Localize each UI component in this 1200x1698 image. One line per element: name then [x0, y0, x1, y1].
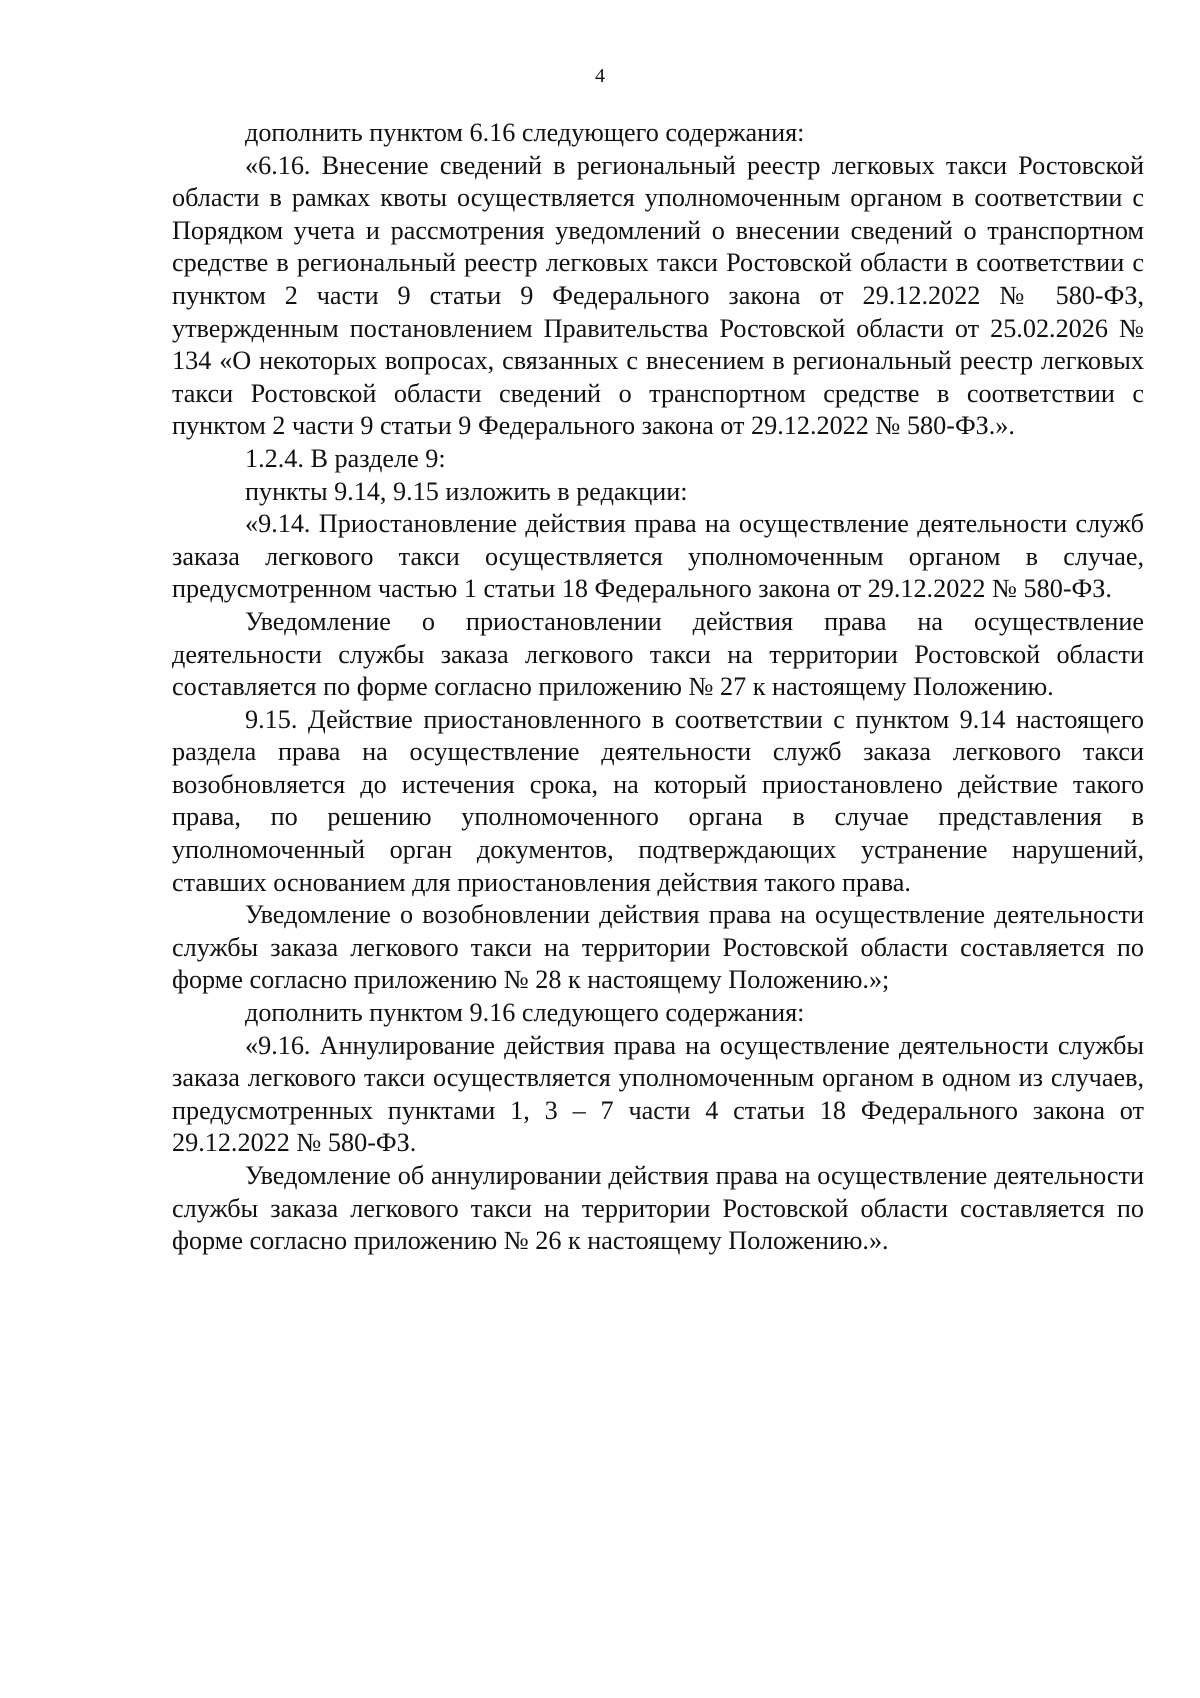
- paragraph-9-14-9-15-intro: пункты 9.14, 9.15 изложить в редакции:: [245, 476, 688, 506]
- paragraph-6-16: «6.16. Внесение сведений в региональный реестр легковых такси Ростовской области в рамках квоты осуществляется уполномоченным органом в соответствии с Порядком учета и рассмотрения уведомлений о внесении сведений о транспортном средстве в региональный реестр легковых такси Ростовской области в соответствии с пунктом 2 части 9 статьи 9 Федерального закона от 29.12.2022 № 580-ФЗ, утвержденным постановлением Правительства Ростовской области от 25.02.2026 № 134 «О некоторых вопросах, связанных с внесением в региональный реестр легковых такси Ростовской области сведений о транспортном средстве в соответствии с пунктом 2 части 9 статьи 9 Федерального закона от 29.12.2022 № 580-ФЗ.».: [172, 150, 1144, 441]
- paragraph-suspension-notice: Уведомление о приостановлении действия права на осуществление деятельности службы заказа легкового такси на территории Ростовской области составляется по форме согласно приложению № 27 к настоящему Положению.: [172, 606, 1144, 702]
- paragraph-9-15: 9.15. Действие приостановленного в соответствии с пунктом 9.14 настоящего раздела права на осуществление деятельности служб заказа легкового такси возобновляется до истечения срока, на который приостановлено действие такого права, по решению уполномоченного органа в случае представления в уполномоченный орган документов, подтверждающих устранение нарушений, ставших основанием для приостановления действия такого права.: [172, 704, 1144, 897]
- document-body: [172, 117, 1144, 1258]
- paragraph-9-16: «9.16. Аннулирование действия права на осуществление деятельности службы заказа легкового такси осуществляется уполномоченным органом в одном из случаев, предусмотренных пунктами 1, 3 – 7 части 4 статьи 18 Федерального закона от 29.12.2022 № 580-ФЗ.: [172, 1030, 1144, 1158]
- paragraph-9-14: «9.14. Приостановление действия права на осуществление деятельности служб заказа легкового такси осуществляется уполномоченным органом в случае, предусмотренном частью 1 статьи 18 Федерального закона от 29.12.2022 № 580-ФЗ.: [172, 509, 1144, 604]
- page-number: 4: [595, 65, 605, 87]
- paragraph-add-6-16-intro: дополнить пунктом 6.16 следующего содержания:: [245, 118, 805, 147]
- paragraph-add-9-16-intro: дополнить пунктом 9.16 следующего содержания:: [245, 998, 805, 1028]
- paragraph-1-2-4-heading: 1.2.4. В разделе 9:: [245, 443, 446, 473]
- paragraph-resumption-notice: Уведомление о возобновлении действия права на осуществление деятельности службы заказа легкового такси на территории Ростовской области составляется по форме согласно приложению № 28 к настоящему Положению.»;: [172, 900, 1144, 995]
- paragraph-annulment-notice: Уведомление об аннулировании действия права на осуществление деятельности службы заказа легкового такси на территории Ростовской области составляется по форме согласно приложению № 26 к настоящему Положению.».: [172, 1161, 1144, 1256]
